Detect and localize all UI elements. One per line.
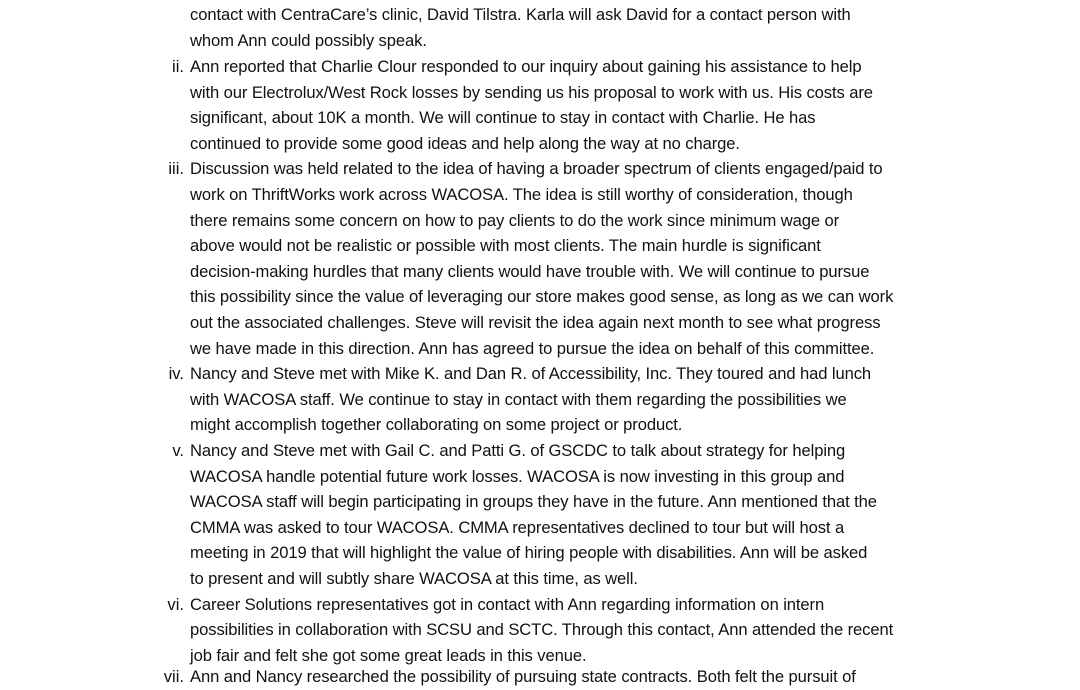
text-line: continued to provide some good ideas and help along the way at no charge. bbox=[190, 133, 740, 153]
text-line: decision-making hurdles that many clients would have trouble with. We will continue to pursue bbox=[190, 261, 870, 281]
text-line: Ann and Nancy researched the possibility of pursuing state contracts. Both felt the pursuit of bbox=[190, 667, 856, 686]
text-line: WACOSA staff will begin participating in groups they have in the future. Ann mentioned that the bbox=[190, 492, 877, 512]
list-numeral: ii. bbox=[172, 57, 184, 76]
text-line: with WACOSA staff. We continue to stay in contact with them regarding the possibilities we bbox=[190, 389, 847, 409]
list-numeral: iv. bbox=[168, 364, 184, 384]
text-line: with our Electrolux/West Rock losses by sending us his proposal to work with us. His costs are bbox=[190, 82, 873, 102]
text-line: significant, about 10K a month. We will continue to stay in contact with Charlie. He has bbox=[190, 108, 816, 128]
text-line: whom Ann could possibly speak. bbox=[190, 30, 427, 50]
text-line: to present and will subtly share WACOSA at this time, as well. bbox=[190, 569, 638, 588]
list-numeral: vii. bbox=[163, 667, 184, 686]
text-line: Career Solutions representatives got in contact with Ann regarding information on intern bbox=[190, 594, 825, 614]
text-line: there remains some concern on how to pay clients to do the work since minimum wage or bbox=[190, 210, 840, 230]
text-line: WACOSA handle potential future work losses. WACOSA is now investing in this group and bbox=[190, 466, 845, 486]
text-line: CMMA was asked to tour WACOSA. CMMA representatives declined to tour but will host a bbox=[190, 517, 845, 537]
list-numeral: iii. bbox=[168, 159, 184, 179]
text-line: this possibility since the value of leveraging our store makes good sense, as long as we can work bbox=[190, 287, 894, 307]
text-line: Discussion was held related to the idea of having a broader spectrum of clients engaged/paid to bbox=[190, 159, 883, 179]
text-line: Ann reported that Charlie Clour responded to our inquiry about gaining his assistance to help bbox=[190, 57, 862, 76]
text-line: might accomplish together collaborating on some project or product. bbox=[190, 415, 683, 435]
text-line: we have made in this direction. Ann has agreed to pursue the idea on behalf of this committee. bbox=[190, 338, 875, 358]
list-numeral: vi. bbox=[167, 594, 184, 614]
text-line: Nancy and Steve met with Gail C. and Patti G. of GSCDC to talk about strategy for helping bbox=[190, 441, 846, 460]
text-line: Nancy and Steve met with Mike K. and Dan R. of Accessibility, Inc. They toured and had lunch bbox=[190, 364, 872, 384]
text-line: work on ThriftWorks work across WACOSA. The idea is still worthy of consideration, though bbox=[190, 185, 853, 204]
text-line: above would not be realistic or possible with most clients. The main hurdle is significant bbox=[190, 236, 821, 256]
text-line: meeting in 2019 that will highlight the value of hiring people with disabilities. Ann will be asked bbox=[190, 543, 868, 563]
text-line: contact with CentraCare’s clinic, David Tilstra. Karla will ask David for a contact person with bbox=[190, 5, 851, 24]
list-numeral: v. bbox=[172, 441, 184, 460]
text-line: job fair and felt she got some great leads in this venue. bbox=[190, 645, 587, 665]
text-line: possibilities in collaboration with SCSU and SCTC. Through this contact, Ann attended the recent bbox=[190, 620, 894, 640]
text-line: out the associated challenges. Steve will revisit the idea again next month to see what progress bbox=[190, 313, 881, 332]
